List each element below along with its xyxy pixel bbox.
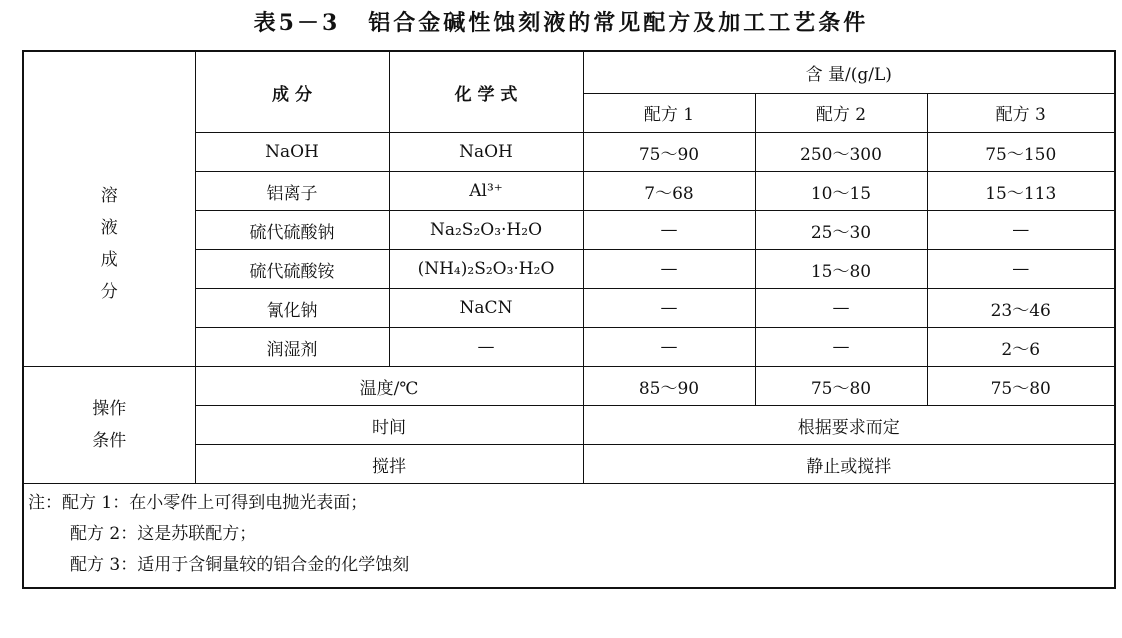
stirring-label: 搅拌 <box>195 445 583 484</box>
header-recipe-1: 配方 1 <box>583 93 755 133</box>
component-name: 润湿剂 <box>195 328 389 367</box>
recipe-2-value: 25～30 <box>755 211 927 250</box>
solution-group-char: 分 <box>100 282 118 302</box>
recipe-3-value: 75～150 <box>927 133 1115 172</box>
header-recipe-2: 配方 2 <box>755 93 927 133</box>
component-name: 硫代硫酸铵 <box>195 250 389 289</box>
solution-group-char: 溶 <box>100 186 118 206</box>
component-formula: Na₂S₂O₃·H₂O <box>389 211 583 250</box>
note-line: 配方 2：这是苏联配方； <box>70 524 257 544</box>
component-name: NaOH <box>195 133 389 172</box>
recipe-3-value: 23～46 <box>927 289 1115 328</box>
component-formula: — <box>389 328 583 367</box>
solution-group-char: 液 <box>100 218 118 238</box>
table-caption <box>0 6 1122 37</box>
recipe-3-value: 2～6 <box>927 328 1115 367</box>
component-formula: NaCN <box>389 289 583 328</box>
component-formula: NaOH <box>389 133 583 172</box>
header-recipe-3: 配方 3 <box>927 93 1115 133</box>
component-formula: Al³⁺ <box>389 172 583 211</box>
table-row <box>23 367 1115 406</box>
recipe-1-value: — <box>583 250 755 289</box>
operation-group-label <box>23 367 195 484</box>
solution-group-char: 成 <box>100 250 118 270</box>
recipe-2-value: 10～15 <box>755 172 927 211</box>
recipe-table <box>22 50 1116 589</box>
component-name: 氰化钠 <box>195 289 389 328</box>
recipe-1-value: — <box>583 211 755 250</box>
stirring-value: 静止或搅拌 <box>583 445 1115 484</box>
recipe-2-value: 15～80 <box>755 250 927 289</box>
recipe-2-value: — <box>755 289 927 328</box>
recipe-2-value: 250～300 <box>755 133 927 172</box>
recipe-1-value: — <box>583 328 755 367</box>
header-component: 成 分 <box>195 51 389 133</box>
operation-group-line: 条件 <box>92 431 127 451</box>
recipe-1-temperature: 85～90 <box>583 367 755 406</box>
recipe-3-temperature: 75～80 <box>927 367 1115 406</box>
recipe-1-value: — <box>583 289 755 328</box>
time-value: 根据要求而定 <box>583 406 1115 445</box>
operation-group-line: 操作 <box>92 399 127 419</box>
recipe-2-value: — <box>755 328 927 367</box>
recipe-1-value: 75～90 <box>583 133 755 172</box>
table-title: 铝合金碱性蚀刻液的常见配方及加工工艺条件 <box>368 10 869 36</box>
temperature-label: 温度/℃ <box>195 367 583 406</box>
component-name: 铝离子 <box>195 172 389 211</box>
table-notes <box>23 484 1115 589</box>
header-content: 含 量/(g/L) <box>583 51 1115 93</box>
recipe-3-value: — <box>927 211 1115 250</box>
recipe-3-value: 15～113 <box>927 172 1115 211</box>
time-label: 时间 <box>195 406 583 445</box>
note-line: 配方 3：适用于含铜量较的铝合金的化学蚀刻 <box>70 555 410 575</box>
solution-group-label <box>23 51 195 367</box>
recipe-2-temperature: 75～80 <box>755 367 927 406</box>
table-number: 表5－3 <box>253 10 341 36</box>
recipe-3-value: — <box>927 250 1115 289</box>
header-formula: 化 学 式 <box>389 51 583 133</box>
note-line: 注：配方 1：在小零件上可得到电抛光表面； <box>28 493 368 513</box>
component-formula: (NH₄)₂S₂O₃·H₂O <box>389 250 583 289</box>
recipe-1-value: 7～68 <box>583 172 755 211</box>
component-name: 硫代硫酸钠 <box>195 211 389 250</box>
